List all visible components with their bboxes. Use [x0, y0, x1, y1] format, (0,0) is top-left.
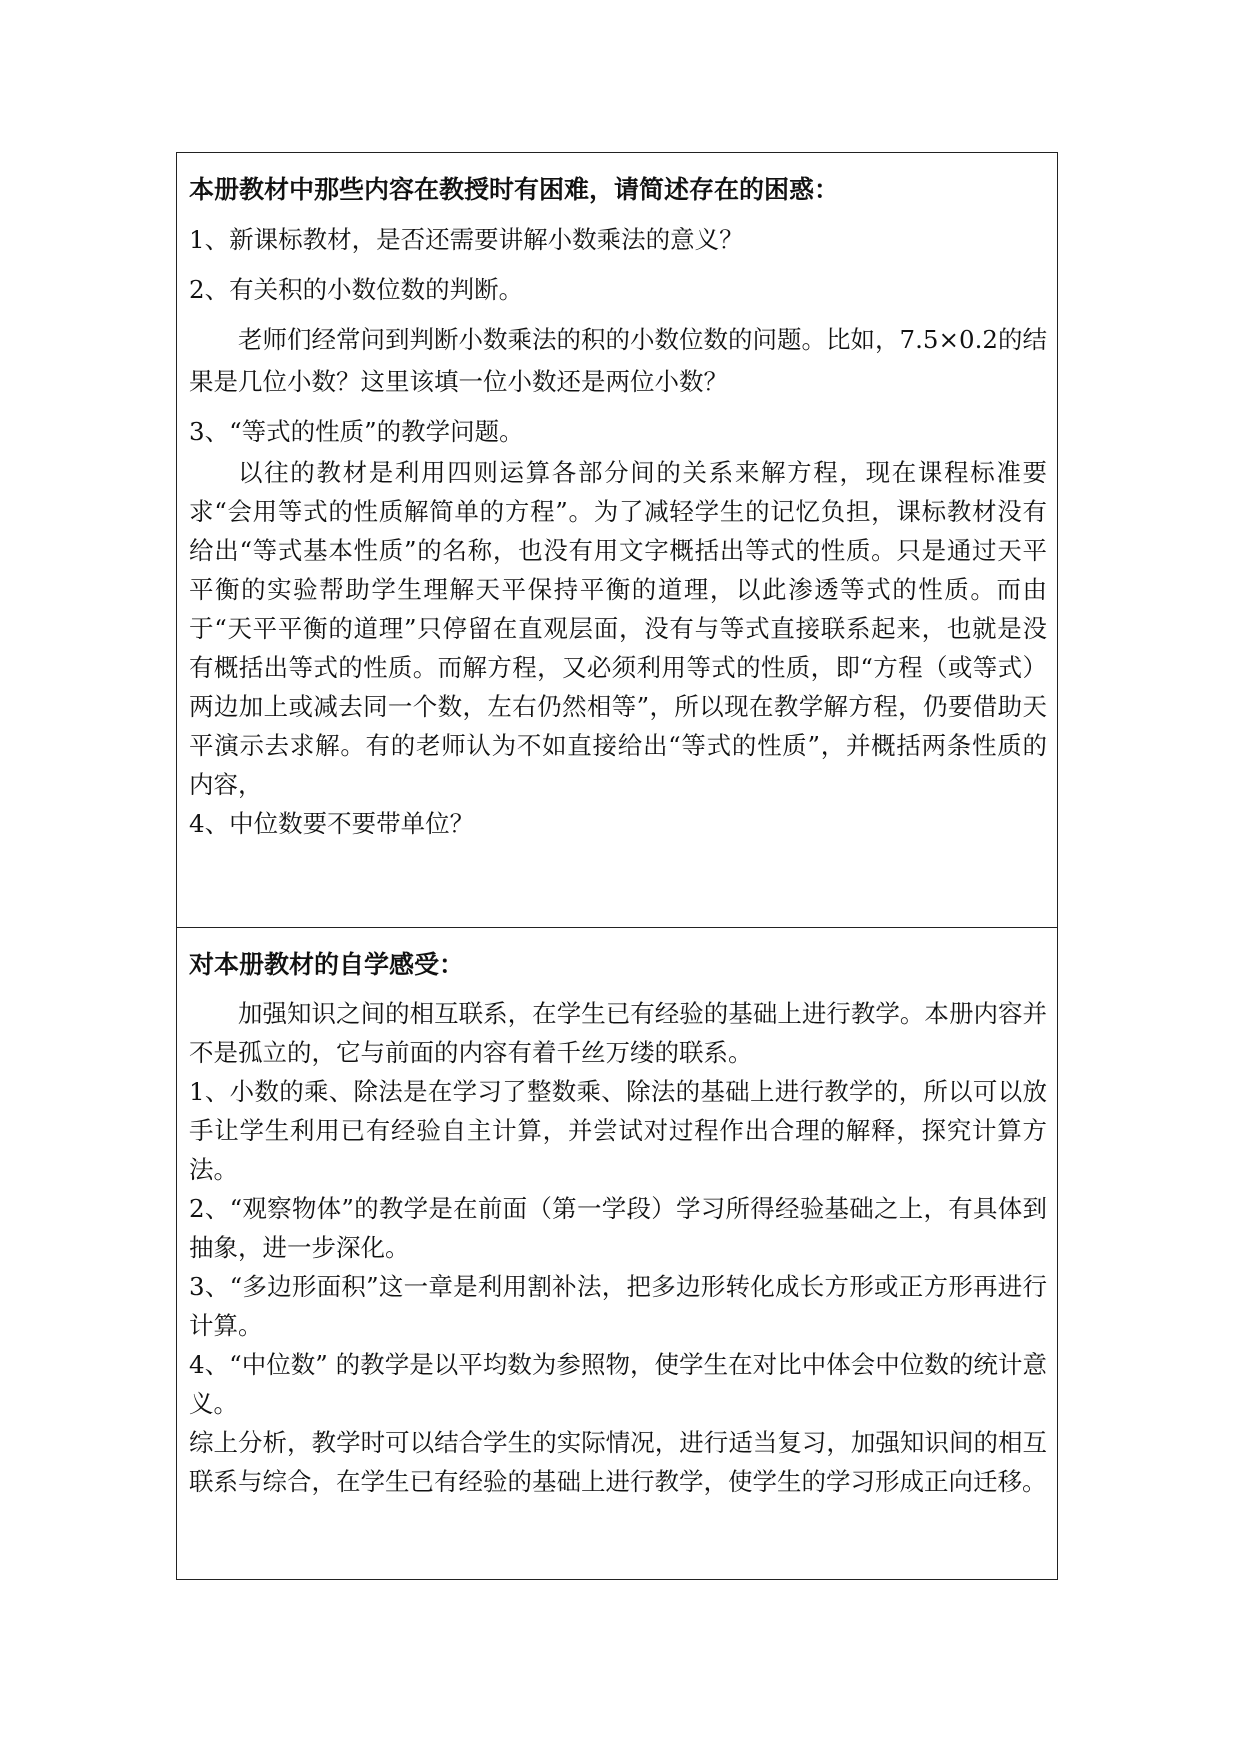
difficulty-item-4: 4、中位数要不要带单位？ [189, 809, 475, 838]
difficulty-item-1: 1、新课标教材，是否还需要讲解小数乘法的意义？ [189, 225, 744, 254]
self-study-item-1: 1、小数的乘、除法是在学习了整数乘、除法的基础上进行教学的，所以可以放手让学生利用已有经验自主计算，并尝试对过程作出合理的解释，探究计算方法。 [189, 1077, 1047, 1184]
difficulty-item-3: 3、“等式的性质”的教学问题。 [189, 417, 524, 446]
difficulties-heading: 本册教材中那些内容在教授时有困难，请简述存在的困惑： [189, 175, 840, 204]
self-study-heading: 对本册教材的自学感受： [189, 950, 465, 979]
difficulties-cell [177, 153, 1057, 927]
self-study-summary: 综上分析，教学时可以结合学生的实际情况，进行适当复习，加强知识间的相互联系与综合，在学生已有经验的基础上进行教学，使学生的学习形成正向迁移。 [189, 1428, 1047, 1496]
self-study-cell [177, 927, 1057, 1579]
self-study-intro: 加强知识之间的相互联系，在学生已有经验的基础上进行教学。本册内容并不是孤立的，它与前面的内容有着千丝万缕的联系。 [189, 999, 1047, 1067]
self-study-item-3: 3、“多边形面积”这一章是利用割补法，把多边形转化成长方形或正方形再进行计算。 [189, 1272, 1047, 1340]
difficulty-item-2: 2、有关积的小数位数的判断。 [189, 275, 524, 304]
difficulty-item-3-detail: 以往的教材是利用四则运算各部分间的关系来解方程，现在课程标准要求“会用等式的性质解简单的方程”。为了减轻学生的记忆负担，课标教材没有给出“等式基本性质”的名称，也没有用文字概括出等式的性质。只是通过天平平衡的实验帮助学生理解天平保持平衡的道理，以此渗透等式的性质。而由于“天平平衡的道理”只停留在直观层面，没有与等式直接联系起来，也就是没有概括出等式的性质。而解方程，又必须利用等式的性质，即“方程（或等式）两边加上或减去同一个数，左右仍然相等”，所以现在教学解方程，仍要借助天平演示去求解。有的老师认为不如直接给出“等式的性质”，并概括两条性质的内容， [189, 458, 1047, 799]
self-study-item-4: 4、“中位数” 的教学是以平均数为参照物，使学生在对比中体会中位数的统计意义。 [189, 1350, 1047, 1418]
reflection-table [176, 152, 1058, 1580]
difficulty-item-2-detail: 老师们经常问到判断小数乘法的积的小数位数的问题。比如，7.5×0.2的结果是几位小数？这里该填一位小数还是两位小数？ [189, 325, 1047, 396]
self-study-item-2: 2、“观察物体”的教学是在前面（第一学段）学习所得经验基础之上，有具体到抽象，进一步深化。 [189, 1194, 1047, 1262]
